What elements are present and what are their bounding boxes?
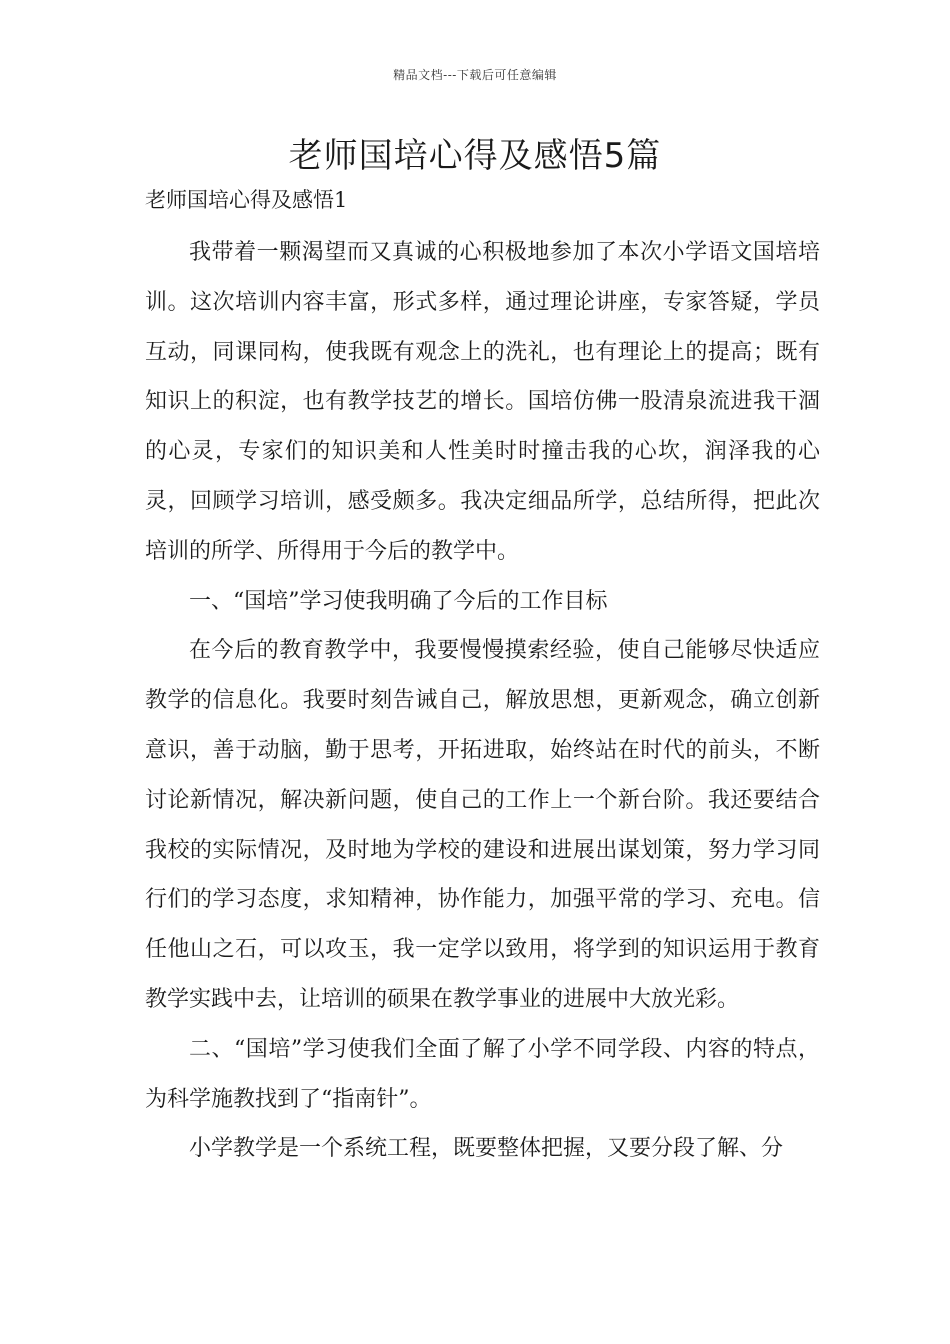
paragraph-heading-1: 一、“国培”学习使我明确了今后的工作目标 bbox=[189, 588, 608, 614]
paragraph-heading-2: 二、“国培”学习使我们全面了解了小学不同学段、内容的特点，为科学施教找到了“指南针”。 bbox=[145, 1036, 820, 1112]
paragraph-continuation: 小学教学是一个系统工程，既要整体把握，又要分段了解、分 bbox=[189, 1136, 784, 1162]
header-note: 精品文档---下载后可任意编辑 bbox=[393, 68, 557, 82]
paragraph-goals: 在今后的教育教学中，我要慢慢摸索经验，使自己能够尽快适应教学的信息化。我要时刻告诫自己，解放思想，更新观念，确立创新意识，善于动脑，勤于思考，开拓进取，始终站在时代的前头，不断讨论新情况，解决新问题，使自己的工作上一个新台阶。我还要结合我校的实际情况，及时地为学校的建设和进展出谋划策，努力学习同行们的学习态度，求知精神，协作能力，加强平常的学习、充电。信任他山之石，可以攻玉，我一定学以致用，将学到的知识运用于教育教学实践中去，让培训的硕果在教学事业的进展中大放光彩。 bbox=[145, 638, 820, 1012]
paragraph-intro: 我带着一颗渴望而又真诚的心积极地参加了本次小学语文国培培训。这次培训内容丰富，形式多样，通过理论讲座，专家答疑，学员互动，同课同构，使我既有观念上的洗礼，也有理论上的提高；既有知识上的积淀，也有教学技艺的增长。国培仿佛一股清泉流进我干涸的心灵，专家们的知识美和人性美时时撞击我的心坎，润泽我的心灵，回顾学习培训，感受颇多。我决定细品所学，总结所得，把此次培训的所学、所得用于今后的教学中。 bbox=[145, 240, 820, 564]
document-title: 老师国培心得及感悟5篇 bbox=[288, 136, 662, 176]
body-text bbox=[145, 228, 820, 1174]
section-subtitle: 老师国培心得及感悟1 bbox=[145, 188, 348, 212]
